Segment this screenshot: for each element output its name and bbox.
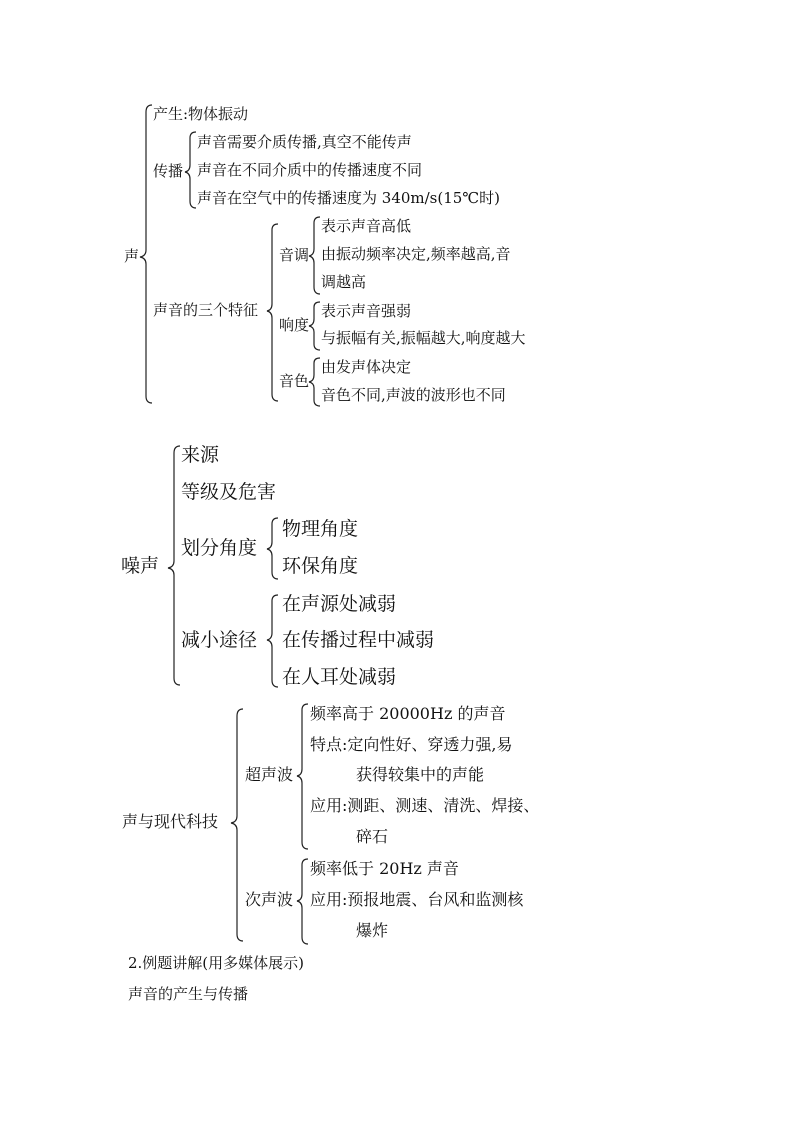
reduce-item: 在声源处减弱 (282, 593, 397, 615)
propagation-label: 传播 (153, 162, 184, 180)
pitch-item: 表示声音高低 (321, 217, 412, 235)
classify-label: 划分角度 (181, 537, 258, 559)
pitch-item: 调越高 (321, 273, 367, 291)
ultrasonic-line: 获得较集中的声能 (356, 765, 485, 784)
timbre-item: 由发声体决定 (321, 358, 412, 376)
infrasonic-line: 应用:预报地震、台风和监测核 (310, 890, 524, 909)
noise-level: 等级及危害 (181, 481, 277, 503)
noise-root: 噪声 (121, 555, 160, 577)
tech-root: 声与现代科技 (122, 812, 219, 831)
example-heading: 2.例题讲解(用多媒体展示) (128, 954, 305, 972)
features-label: 声音的三个特征 (153, 301, 259, 319)
pitch-label: 音调 (279, 246, 310, 264)
propagation-item: 声音在空气中的传播速度为 340m/s(15℃时) (197, 189, 500, 207)
ultrasonic-label: 超声波 (245, 765, 294, 784)
infrasonic-line: 爆炸 (356, 921, 389, 940)
loudness-item: 与振幅有关,振幅越大,响度越大 (321, 329, 526, 347)
classify-item: 环保角度 (282, 555, 359, 577)
ultrasonic-line: 频率高于 20000Hz 的声音 (310, 704, 506, 723)
timbre-item: 音色不同,声波的波形也不同 (321, 386, 506, 404)
classify-item: 物理角度 (282, 518, 359, 540)
pitch-item: 由振动频率决定,频率越高,音 (321, 245, 511, 263)
infrasonic-label: 次声波 (245, 890, 294, 909)
loudness-label: 响度 (279, 316, 310, 334)
noise-source: 来源 (181, 444, 220, 466)
ultrasonic-line: 特点:定向性好、穿透力强,易 (310, 735, 513, 754)
sound-root: 声 (124, 247, 140, 265)
sound-production: 产生:物体振动 (153, 105, 249, 123)
propagation-item: 声音在不同介质中的传播速度不同 (197, 161, 423, 179)
reduce-item: 在人耳处减弱 (282, 666, 397, 688)
topic-heading: 声音的产生与传播 (128, 985, 249, 1003)
infrasonic-line: 频率低于 20Hz 声音 (310, 859, 459, 878)
reduce-label: 减小途径 (181, 629, 258, 651)
propagation-item: 声音需要介质传播,真空不能传声 (197, 133, 412, 151)
timbre-label: 音色 (279, 372, 310, 390)
loudness-item: 表示声音强弱 (321, 302, 412, 320)
ultrasonic-line: 应用:测距、测速、清洗、焊接、 (310, 796, 540, 815)
ultrasonic-line: 碎石 (356, 827, 389, 846)
reduce-item: 在传播过程中减弱 (282, 629, 435, 651)
